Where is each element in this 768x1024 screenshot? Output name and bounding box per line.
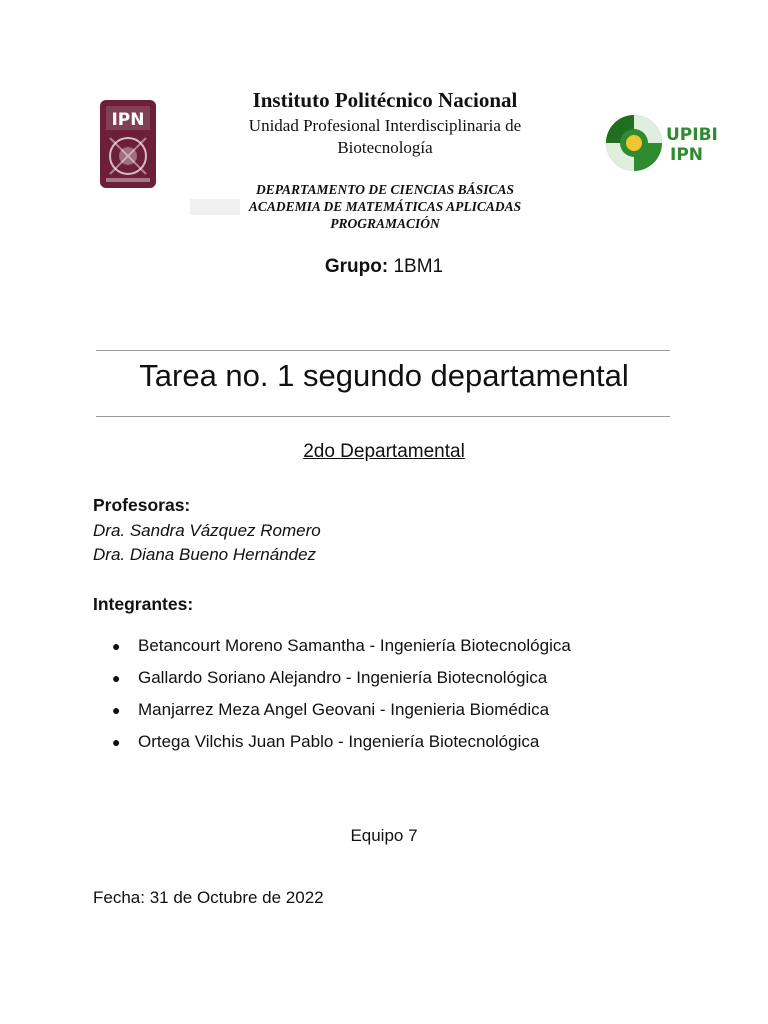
institution-name: Instituto Politécnico Nacional (252, 88, 518, 112)
ipn-logo (96, 98, 160, 190)
document-title: Tarea no. 1 segundo departamental (139, 358, 629, 393)
professor-name: Dra. Diana Bueno Hernández (93, 545, 317, 564)
unit-name-line1: Unidad Profesional Interdisciplinaria de (248, 116, 522, 135)
svg-text:IPN: IPN (111, 110, 145, 130)
academy-name: ACADEMIA DE MATEMÁTICAS APLICADAS (248, 199, 522, 214)
bullet-icon: ● (112, 734, 121, 750)
bullet-icon: ● (112, 702, 121, 718)
members-heading: Integrantes: (93, 594, 194, 614)
group-line (0, 256, 768, 278)
svg-text:UPIBI: UPIBI (666, 125, 718, 145)
bullet-icon: ● (112, 670, 121, 686)
unit-name-line2: Biotecnología (337, 138, 433, 157)
member-name: Betancourt Moreno Samantha - Ingeniería Biotecnológica (138, 636, 571, 655)
professors-heading: Profesoras: (93, 495, 191, 515)
title-rule-top (96, 350, 670, 351)
title-rule-bottom (96, 416, 670, 417)
members-list (112, 636, 571, 764)
professor-name: Dra. Sandra Vázquez Romero (93, 521, 321, 540)
group-value: 1BM1 (393, 256, 444, 277)
list-item (112, 732, 571, 764)
subtitle-text: 2do Departamental (303, 441, 465, 462)
upibi-logo (604, 112, 724, 174)
department-block (185, 181, 585, 232)
unit-name (220, 115, 550, 159)
document-date: Fecha: 31 de Octubre de 2022 (93, 888, 324, 907)
group-label: Grupo: (324, 256, 389, 277)
document-subtitle (0, 441, 768, 463)
department-name: DEPARTAMENTO DE CIENCIAS BÁSICAS (256, 182, 514, 197)
member-name: Ortega Vilchis Juan Pablo - Ingeniería Biotecnológica (138, 732, 540, 751)
team-number: Equipo 7 (350, 826, 418, 845)
bullet-icon: ● (112, 638, 121, 654)
member-name: Manjarrez Meza Angel Geovani - Ingenieria Biomédica (138, 700, 550, 719)
list-item (112, 668, 571, 700)
member-name: Gallardo Soriano Alejandro - Ingeniería Biotecnológica (138, 668, 548, 687)
list-item (112, 636, 571, 668)
svg-text:IPN: IPN (670, 145, 704, 165)
list-item (112, 700, 571, 732)
course-name: PROGRAMACIÓN (330, 216, 440, 231)
